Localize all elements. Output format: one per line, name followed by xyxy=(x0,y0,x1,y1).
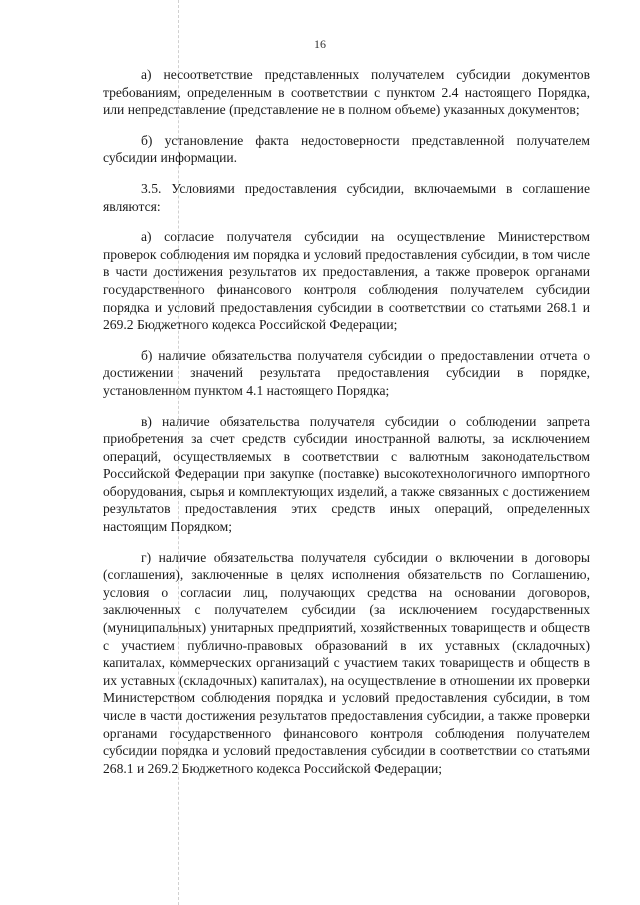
paragraph-a-noncompliance: а) несоответствие представленных получателем субсидии документов требованиям, определенным в соответствии с пунктом 2.4 настоящего Порядка, или непредставление (представление не в полном объеме) указанных документов; xyxy=(103,67,590,118)
paragraph-g-contract-conditions: г) наличие обязательства получателя субсидии о включении в договоры (соглашения), заключенные в целях исполнения обязательств по Соглашению, условия о согласии лиц, получающих средства на основании договоров, заключенных с получателем субсидии (за исключением государственных (муниципальных) унитарных предприятий, хозяйственных товариществ и обществ с участием публично-правовых образований в их уставных (складочных) капиталах, коммерческих организаций с участием таких товариществ и обществ в их уставных (складочных) капиталах), на осуществление в отношении их проверки Министерством соблюдения порядка и условий предоставления субсидии, в том числе в части достижения результатов предоставления субсидии, а также проверки органами государственного финансового контроля соблюдения получателем субсидии порядка и условий предоставления субсидии в соответствии со статьями 268.1 и 269.2 Бюджетного кодекса Российской Федерации; xyxy=(103,549,590,776)
document-body xyxy=(103,66,590,789)
paragraph-b-false-information: б) установление факта недостоверности представленной получателем субсидии информации. xyxy=(103,132,590,166)
paragraph-a-consent-to-checks: а) согласие получателя субсидии на осуществление Министерством проверок соблюдения им порядка и условий предоставления субсидии, в том числе в части достижения результатов их предоставления, а также проверок органами государственного финансового контроля соблюдения получателем субсидии порядка и условий предоставления субсидии в соответствии со статьями 268.1 и 269.2 Бюджетного кодекса Российской Федерации; xyxy=(103,229,590,333)
page-number: 16 xyxy=(314,37,326,51)
paragraph-b-reporting-obligation: б) наличие обязательства получателя субсидии о предоставлении отчета о достижении значений результата предоставления субсидии в порядке, установленном пунктом 4.1 настоящего Порядка; xyxy=(103,347,590,398)
paragraph-3-5-conditions: 3.5. Условиями предоставления субсидии, включаемыми в соглашение являются: xyxy=(103,180,590,214)
paragraph-v-currency-ban: в) наличие обязательства получателя субсидии о соблюдении запрета приобретения за счет средств субсидии иностранной валюты, за исключением операций, осуществляемых в соответствии с валютным законодательством Российской Федерации при закупке (поставке) высокотехнологичного импортного оборудования, сырья и комплектующих изделий, а также связанных с достижением результатов предоставления этих средств иных операций, определенных настоящим Порядком; xyxy=(103,413,590,535)
